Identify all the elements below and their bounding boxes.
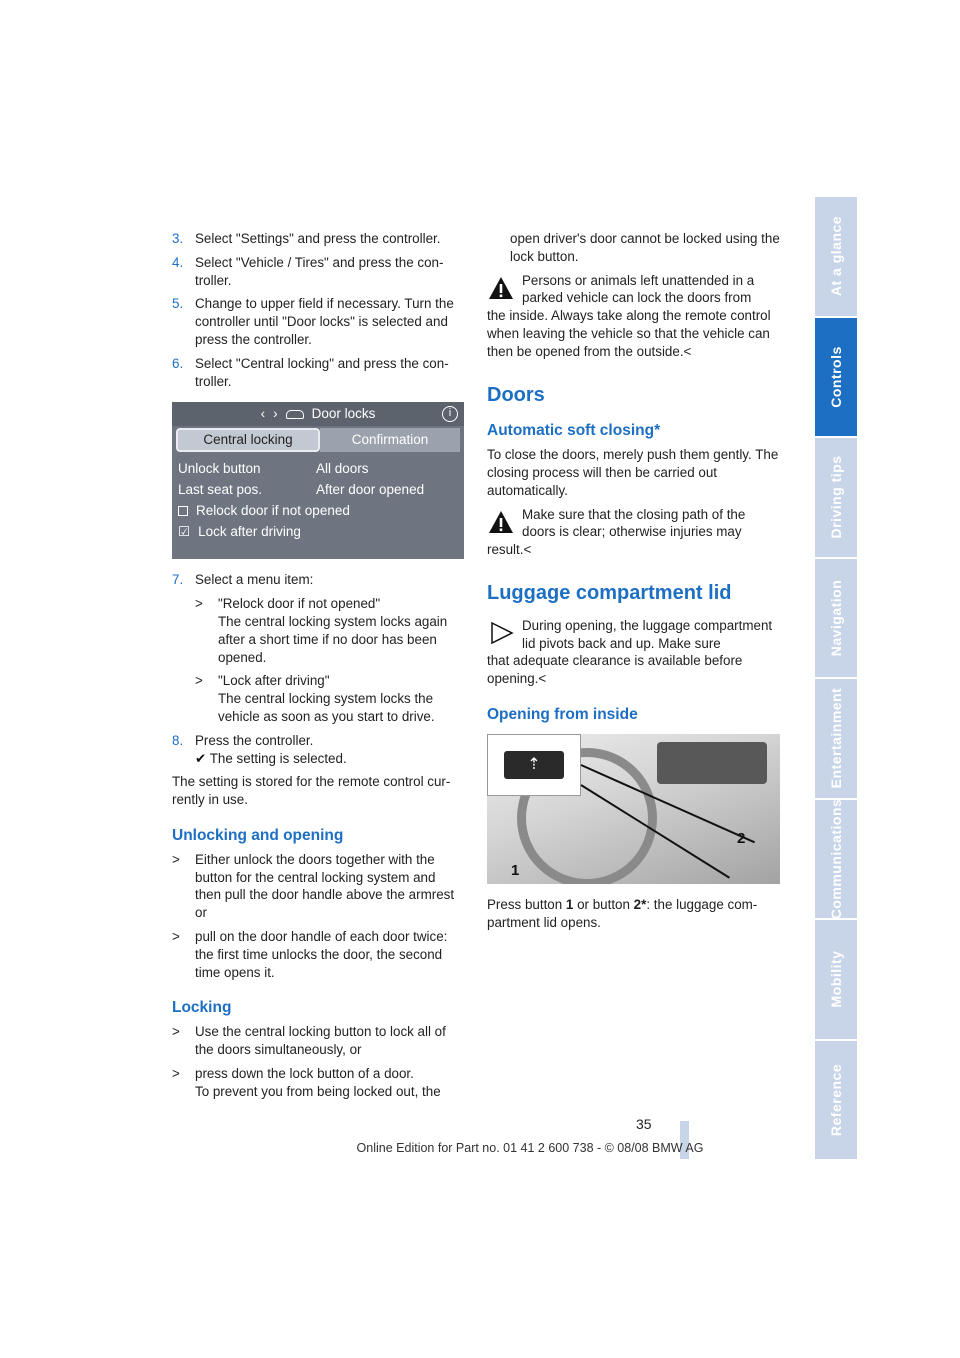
tab-central-locking[interactable]: Central locking	[176, 428, 320, 452]
warning-note-1: Persons or animals left unattended in a parked vehicle can lock the doors from the inside. Always take along the remote control when leaving the vehicle so that the vehicle can then be opened from the outside.<	[487, 272, 771, 359]
luggage-button-photo	[487, 734, 780, 884]
car-icon	[286, 410, 304, 419]
continued-text: open driver's door cannot be locked using the lock button.	[510, 231, 780, 264]
heading-soft-closing: Automatic soft closing*	[487, 422, 661, 440]
heading-luggage: Luggage compartment lid	[487, 581, 732, 604]
footer: Online Edition for Part no. 01 41 2 600 738 - © 08/08 BMW AG	[356, 1141, 704, 1155]
screen-tabs	[176, 428, 460, 452]
step-5: 5. Change to upper field if necessary. Turn the controller until "Door locks" is selected and press the controller.	[172, 296, 454, 347]
heading-doors: Doors	[487, 383, 545, 406]
checkbox-empty-icon	[178, 506, 188, 516]
step-4: 4. Select "Vehicle / Tires" and press the controller.	[172, 254, 444, 288]
bullet-marker: >	[172, 1065, 180, 1081]
screen-header	[172, 402, 464, 426]
dashboard-display	[657, 742, 767, 784]
list-item: > "Lock after driving" The central locking system locks the vehicle as soon as you start to drive.	[195, 673, 435, 724]
step-3: 3. Select "Settings" and press the controller.	[172, 231, 441, 246]
bullet-marker: >	[195, 673, 203, 689]
tab-confirmation[interactable]: Confirmation	[320, 428, 460, 452]
screen-title: Door locks	[311, 406, 376, 422]
option-lock-after-driving[interactable]: ☑ Lock after driving	[178, 523, 301, 539]
stored-text: The setting is stored for the remote control currently in use.	[172, 774, 451, 808]
door-locks-menu-screen	[172, 402, 464, 559]
tab-mobility[interactable]: Mobility	[815, 920, 857, 1039]
step-8: 8. Press the controller. ✔ The setting is selected.	[172, 732, 347, 766]
label-1: 1	[511, 861, 520, 879]
screen-rows	[172, 454, 464, 546]
bullet-marker: >	[172, 851, 180, 867]
tab-at-a-glance[interactable]: At a glance	[815, 197, 857, 316]
soft-closing-text: To close the doors, merely push them gently. The closing process will then be carried out automatically.	[487, 447, 779, 498]
list-item: > Use the central locking button to lock all of the doors simultaneously, or	[172, 1024, 446, 1057]
tab-navigation[interactable]: Navigation	[815, 559, 857, 678]
note-triangle-icon	[487, 619, 515, 647]
press-button-text: Press button 1 or button 2*: the luggage compartment lid opens.	[487, 896, 758, 930]
info-note: During opening, the luggage compartment lid pivots back and up. Make sure that adequate clearance is available before opening.<	[487, 617, 773, 687]
tab-reference[interactable]: Reference	[815, 1041, 857, 1160]
warning-icon	[487, 508, 515, 536]
arrow-right-icon: ›	[273, 406, 278, 422]
label-2: 2	[737, 829, 746, 847]
tab-controls[interactable]: Controls	[815, 318, 857, 437]
list-item: > press down the lock button of a door. To prevent you from being locked out, the	[172, 1065, 441, 1099]
warning-icon	[487, 274, 515, 302]
heading-opening-inside: Opening from inside	[487, 705, 638, 723]
screen-row[interactable]: Last seat pos. After door opened	[178, 481, 425, 497]
info-icon: i	[442, 406, 458, 422]
screen-row[interactable]: Unlock button All doors	[178, 460, 369, 476]
asterisk-icon: *	[641, 896, 647, 912]
right-column	[487, 230, 780, 937]
arrow-left-icon: ‹	[260, 406, 266, 422]
tab-communications[interactable]: Communications	[815, 800, 857, 919]
list-item: > pull on the door handle of each door twice: the first time unlocks the door, the second time opens it.	[172, 928, 448, 980]
list-item: > "Relock door if not opened" The central locking system locks again after a short time if no door has been opened.	[195, 596, 448, 665]
checkbox-checked-icon: ☑	[178, 523, 191, 539]
step-7-items	[172, 595, 464, 726]
heading-unlocking: Unlocking and opening	[172, 826, 344, 844]
warning-note-2: Make sure that the closing path of the doors is clear; otherwise injuries may result.<	[487, 506, 746, 558]
button-inset	[487, 734, 581, 796]
checkmark-icon: ✔	[195, 750, 207, 766]
heading-locking: Locking	[172, 999, 232, 1017]
trunk-button-icon: ⇡	[504, 751, 564, 779]
section-tabs	[815, 197, 857, 1159]
bullet-marker: >	[195, 596, 203, 612]
page-number: 35	[636, 1116, 652, 1132]
bullet-marker: >	[172, 928, 180, 944]
tab-entertainment[interactable]: Entertainment	[815, 679, 857, 798]
bullet-marker: >	[172, 1024, 180, 1040]
step-6: 6. Select "Central locking" and press the controller.	[172, 355, 449, 389]
list-item: > Either unlock the doors together with the button for the central locking system and then pull the door handle above the armrest or	[172, 851, 455, 921]
step-7: 7. Select a menu item:	[172, 572, 314, 588]
tab-driving-tips[interactable]: Driving tips	[815, 438, 857, 557]
left-column	[172, 230, 464, 1106]
option-relock[interactable]: Relock door if not opened	[178, 500, 458, 521]
